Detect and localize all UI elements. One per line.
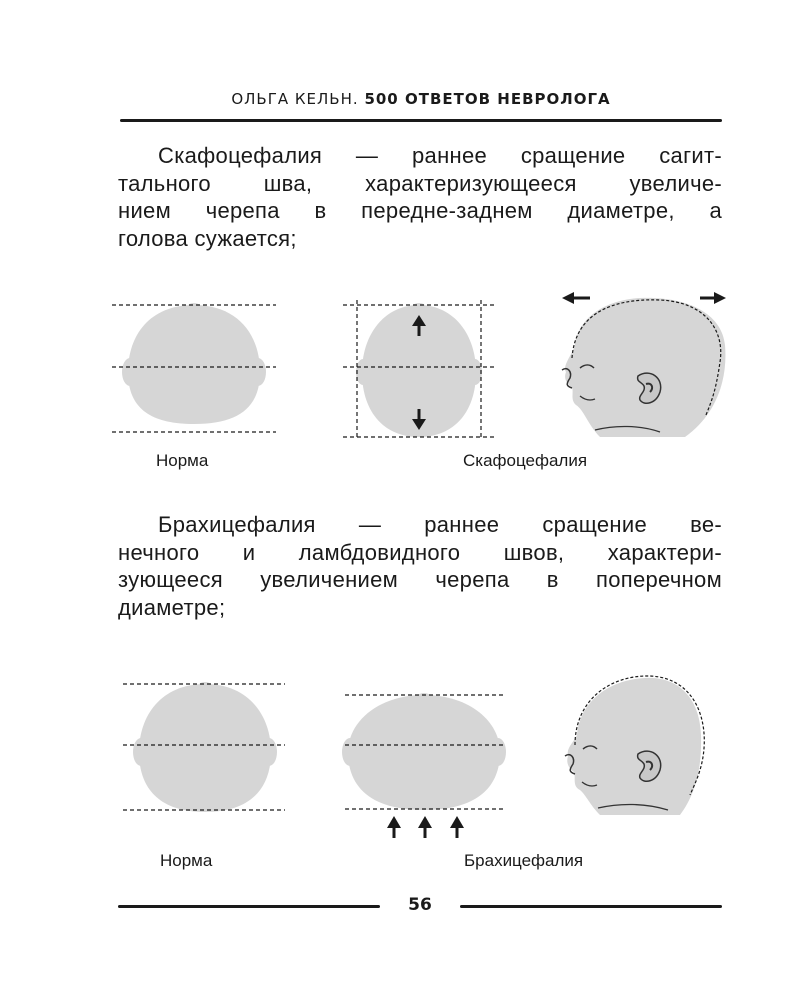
footer-rule-right [460, 905, 722, 908]
text-line: голова сужается; [118, 225, 297, 251]
arrow-up-icon [450, 816, 464, 838]
text-line: Скафоцефалия — раннее сращение сагит- [158, 143, 722, 168]
norm-head-front-illustration [133, 682, 277, 812]
caption-scaphocephaly: Скафоцефалия [463, 451, 588, 470]
arrow-up-icon [387, 816, 401, 838]
caption-norm-2: Норма [160, 851, 213, 870]
header-author: ОЛЬГА КЕЛЬН. [231, 90, 359, 108]
page-number: 56 [408, 895, 432, 915]
text-line: зующееся увеличением черепа в поперечном [118, 567, 722, 592]
text-line: нечного и ламбдовидного швов, характери- [118, 539, 722, 565]
brachycephaly-head-front-illustration [342, 693, 506, 810]
caption-brachycephaly: Брахицефалия [464, 851, 584, 870]
text-line: тального шва, характеризующееся увеличе- [118, 170, 722, 196]
footer-rule-left [118, 905, 380, 908]
text-line: Брахицефалия — раннее сращение ве- [158, 512, 722, 537]
brachycephaly-head-profile-illustration [565, 676, 704, 815]
text-line: диаметре; [118, 594, 226, 620]
header-book-title: 500 ОТВЕТОВ НЕВРОЛОГА [364, 90, 611, 108]
caption-norm-1: Норма [156, 451, 209, 470]
text-line: нием черепа в передне-заднем диаметре, а [118, 198, 722, 223]
arrow-up-icon [418, 816, 432, 838]
